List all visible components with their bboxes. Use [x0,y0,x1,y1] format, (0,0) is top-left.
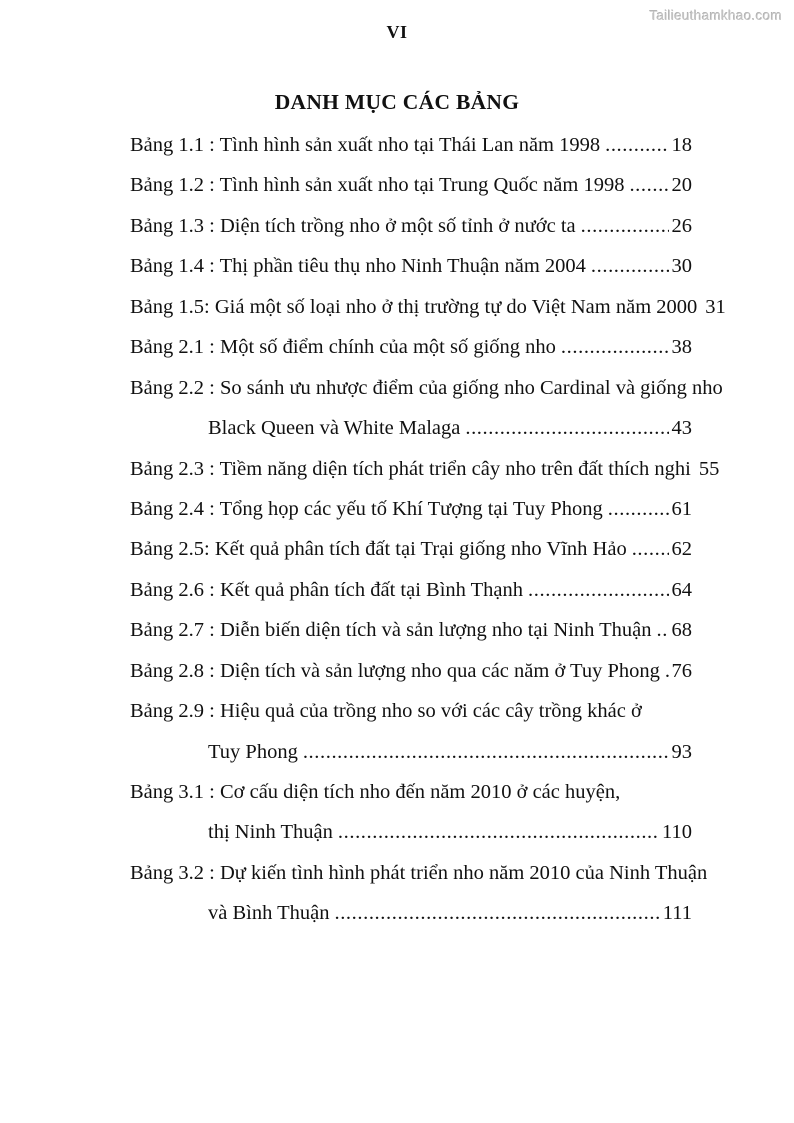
toc-page-number: 76 [671,659,692,682]
page-number-label: VI [386,22,408,42]
toc-entry [130,893,692,933]
toc-page-number: 43 [671,417,692,440]
dot-leader [605,125,668,165]
dot-leader [629,165,668,205]
toc-entry [130,489,692,529]
toc-page-number: 64 [671,578,692,601]
toc-entry-text: Bảng 3.2 : Dự kiến tình hình phát triển nho năm 2010 của Ninh Thuận [130,861,708,884]
toc-entry-text: Bảng 1.1 : Tình hình sản xuất nho tại Thái Lan năm 1998 [130,134,601,156]
dot-leader [656,610,668,650]
toc-page-number: 38 [671,336,692,359]
toc-page-number: 31 [705,295,726,318]
toc-entry-text: Bảng 1.5: Giá một số loại nho ở thị trường tự do Việt Nam năm 2000 [130,295,698,318]
toc-entry [130,408,692,448]
toc-entry-text: Bảng 2.9 : Hiệu quả của trồng nho so với các cây trồng khác ở [130,700,642,723]
toc-entry [130,449,720,489]
toc-entry-text: Bảng 2.5: Kết quả phân tích đất tại Trại giống nho Vĩnh Hảo [130,538,627,561]
toc-entry [130,327,692,367]
page-title: DANH MỤC CÁC BẢNG [274,90,520,114]
toc-page-number: 30 [671,255,692,278]
toc-entry-text: Tuy Phong [208,740,298,763]
toc-entry [130,368,723,408]
toc-entry [130,853,708,893]
toc-entry [130,529,692,569]
toc-page-number: 68 [671,619,692,642]
toc-page-number: 18 [671,134,692,156]
toc-entry [130,287,726,327]
watermark-text: Tailieuthamkhao.com [649,8,782,23]
toc-entry [130,246,692,286]
toc-page-number: 93 [671,740,692,763]
dot-leader [303,732,669,772]
dot-leader [465,408,668,448]
toc-entry-text: Bảng 1.4 : Thị phần tiêu thụ nho Ninh Thuận năm 2004 [130,255,586,278]
toc-page-number: 110 [662,821,692,844]
toc-entry [130,610,692,650]
toc-entry-text: và Bình Thuận [208,902,330,925]
toc-entry-text: Bảng 2.6 : Kết quả phân tích đất tại Bình Thạnh [130,578,524,601]
toc-entry [130,165,692,205]
toc-entry [130,125,692,165]
dot-leader [581,206,669,246]
toc-page-number: 20 [671,174,692,197]
toc-entry-text: Bảng 2.7 : Diễn biến diện tích và sản lượng nho tại Ninh Thuận [130,619,652,642]
dot-leader [528,570,668,610]
toc-entry [130,812,692,852]
toc-page-number: 62 [671,538,692,561]
dot-leader [665,651,669,691]
toc-entry-text: Bảng 3.1 : Cơ cấu diện tích nho đến năm 2010 ở các huyện, [130,781,621,803]
table-of-tables-list [130,125,726,934]
dot-leader [632,529,669,569]
toc-entry-text: Bảng 2.2 : So sánh ưu nhược điểm của giống nho Cardinal và giống nho [130,376,723,399]
toc-entry-text: Bảng 1.2 : Tình hình sản xuất nho tại Trung Quốc năm 1998 [130,174,625,197]
toc-page-number: 111 [662,902,692,925]
dot-leader [338,812,659,852]
toc-page-number: 61 [671,497,692,520]
toc-entry [130,206,692,246]
toc-entry [130,691,692,731]
toc-entry [130,772,692,812]
dot-leader [591,246,669,286]
dot-leader [334,893,659,933]
toc-entry-text: thị Ninh Thuận [208,821,333,844]
toc-entry-text: Bảng 2.4 : Tổng họp các yếu tố Khí Tượng tại Tuy Phong [130,497,603,520]
toc-page-number: 55 [698,457,720,480]
toc-entry-text: Bảng 1.3 : Diện tích trồng nho ở một số tỉnh ở nước ta [130,214,576,237]
toc-entry-text: Black Queen và White Malaga [208,417,461,440]
toc-entry-text: Bảng 2.8 : Diện tích và sản lượng nho qua các năm ở Tuy Phong [130,659,660,682]
toc-entry-text: Bảng 2.3 : Tiềm năng diện tích phát triển cây nho trên đất thích nghi [130,457,691,480]
toc-entry-text: Bảng 2.1 : Một số điểm chính của một số giống nho [130,336,556,359]
dot-leader [608,489,669,529]
toc-entry [130,570,692,610]
toc-page-number: 26 [671,214,692,237]
dot-leader [561,327,669,367]
toc-entry [130,732,692,772]
toc-entry [130,651,692,691]
